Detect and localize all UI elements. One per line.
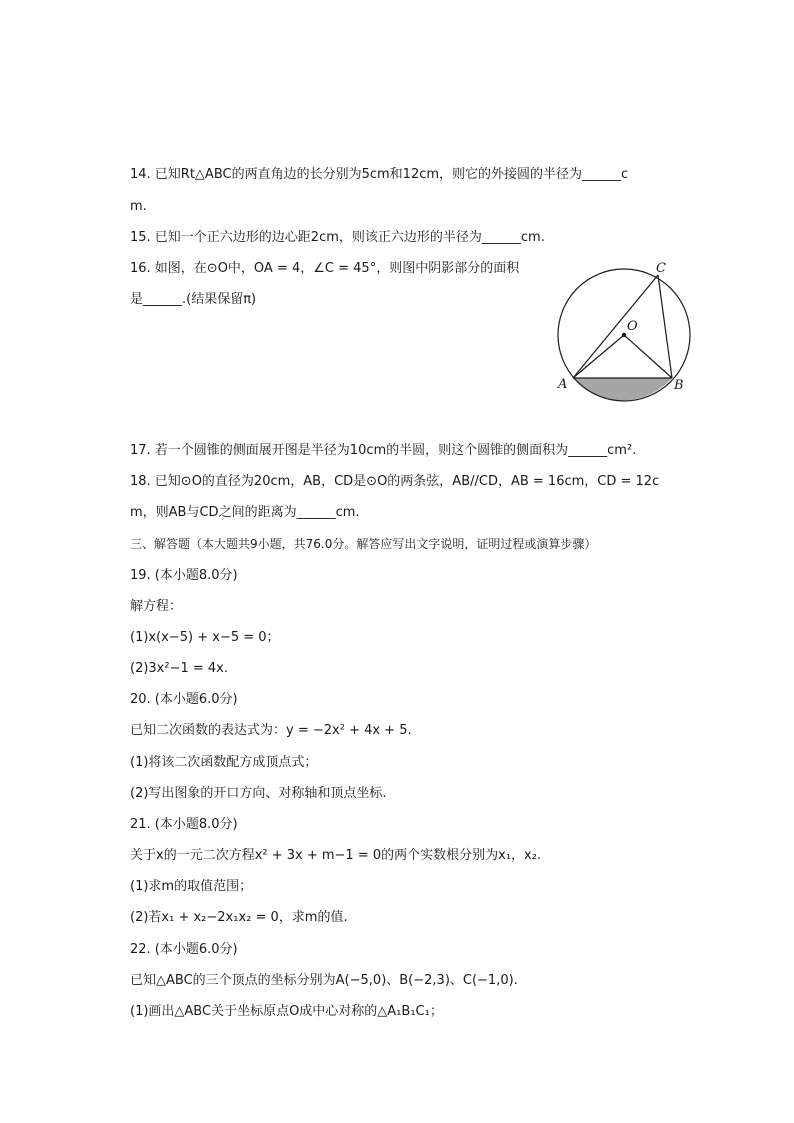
q14-line2: m. [130,199,147,214]
q21-part1: (1)求m的取值范围； [130,879,253,894]
label-b: B [674,378,684,393]
shaded-segment [573,378,672,400]
chord-ac [573,275,658,378]
circle-figure [548,260,698,405]
q22-heading: 22. (本小题6.0分) [130,942,238,957]
q16-line2: 是______.(结果保留π) [130,292,257,307]
q20-part2: (2)写出图象的开口方向、对称轴和顶点坐标. [130,786,387,801]
label-c: C [656,261,666,276]
q17-text: 17. 若一个圆锥的侧面展开图是半径为10cm的半圆，则这个圆锥的侧面积为______cm². [130,443,637,458]
q20-part1: (1)将该二次函数配方成顶点式； [130,755,318,770]
chord-bc [658,275,672,378]
q21-part2: (2)若x₁ + x₂−2x₁x₂ = 0，求m的值. [130,910,348,925]
q22-part1: (1)画出△ABC关于坐标原点O成中心对称的△A₁B₁C₁； [130,1004,443,1019]
q21-heading: 21. (本小题8.0分) [130,817,238,832]
q18-line1: 18. 已知⊙O的直径为20cm，AB，CD是⊙O的两条弦，AB//CD，AB = 16cm，CD = 12c [130,474,660,489]
q19-part2: (2)3x²−1 = 4x. [130,661,229,676]
q22-intro: 已知△ABC的三个顶点的坐标分别为A(−5,0)、B(−2,3)、C(−1,0). [130,973,518,988]
q18-line2: m，则AB与CD之间的距离为______cm. [130,505,360,520]
q19-intro: 解方程： [130,599,183,614]
q15-text: 15. 已知一个正六边形的边心距2cm，则该正六边形的半径为______cm. [130,230,545,245]
q21-intro: 关于x的一元二次方程x² + 3x + m−1 = 0的两个实数根分别为x₁，x₂. [130,848,542,863]
q16-line1: 16. 如图，在⊙O中，OA = 4，∠C = 45°，则图中阴影部分的面积 [130,261,520,276]
label-a: A [558,377,568,392]
q19-heading: 19. (本小题8.0分) [130,568,238,583]
q20-heading: 20. (本小题6.0分) [130,692,238,707]
q14-line1: 14. 已知Rt△ABC的两直角边的长分别为5cm和12cm，则它的外接圆的半径为______c [130,167,629,182]
q19-part1: (1)x(x−5) + x−5 = 0； [130,630,280,645]
label-o: O [627,319,638,334]
section-3-heading: 三、解答题（本大题共9小题，共76.0分。解答应写出文字说明，证明过程或演算步骤） [130,537,597,551]
center-point [622,333,626,337]
q20-intro: 已知二次函数的表达式为：y = −2x² + 4x + 5. [130,723,412,738]
radius-oa [573,335,624,378]
radius-ob [624,335,672,378]
